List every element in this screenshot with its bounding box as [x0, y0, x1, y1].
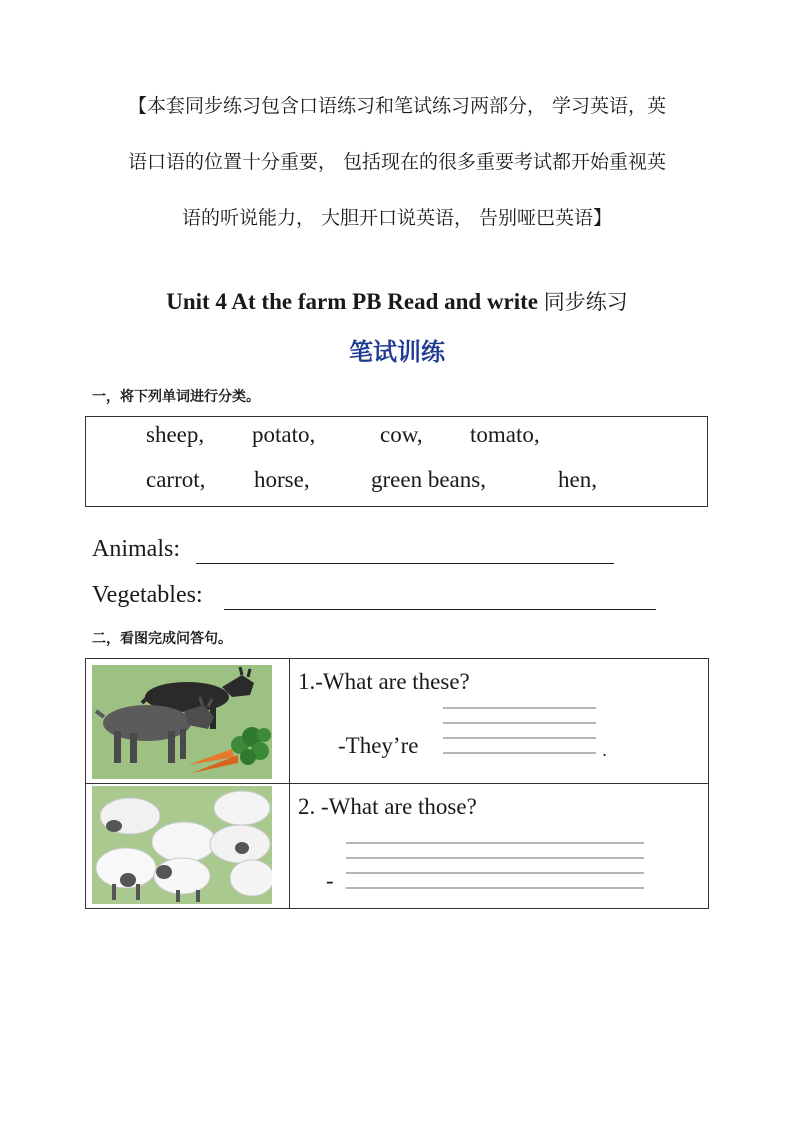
question-2-answer-prefix: - [326, 868, 334, 893]
goats-picture-cell [86, 659, 290, 784]
vegetables-answer-line[interactable] [224, 609, 656, 610]
section-2-heading: 二，看图完成问答句。 [92, 631, 232, 647]
animals-label: Animals: [92, 536, 180, 562]
question-2-text: 2. -What are those? [298, 794, 477, 819]
word-box [85, 416, 708, 507]
question-1-period: . [602, 741, 608, 760]
word-item: sheep, [146, 422, 205, 447]
sheep-image [92, 786, 272, 904]
question-1-text: 1.-What are these? [298, 669, 470, 694]
word-item: cow, [380, 422, 423, 447]
intro-line-2: 语口语的位置十分重要， 包括现在的很多重要考试都开始重视英 [127, 151, 667, 173]
question-2-cell [290, 784, 709, 909]
title-chinese: 同步练习 [543, 290, 628, 314]
word-item: tomato, [470, 422, 540, 447]
question-1-cell [290, 659, 709, 784]
page-title [0, 286, 794, 316]
goats-image [92, 665, 272, 779]
word-item: horse, [254, 467, 310, 492]
word-item: carrot, [146, 467, 206, 492]
animals-answer-line[interactable] [196, 563, 614, 564]
question-1-answer-lines[interactable] [443, 707, 596, 767]
question-2-answer-lines[interactable] [346, 842, 644, 902]
question-1-answer-prefix: -They’re [338, 733, 419, 758]
word-item: hen, [558, 467, 597, 492]
word-item: green beans, [371, 467, 486, 492]
intro-line-3: 语的听说能力， 大胆开口说英语， 告别哑巴英语】 [181, 207, 613, 229]
section-1-heading: 一，将下列单词进行分类。 [92, 389, 260, 405]
sheep-picture-cell [86, 784, 290, 909]
table-row [86, 784, 709, 909]
question-table [85, 658, 709, 909]
vegetables-label: Vegetables: [92, 582, 203, 608]
intro-paragraph [86, 78, 708, 246]
word-item: potato, [252, 422, 316, 447]
table-row [86, 659, 709, 784]
page-subtitle: 笔试训练 [349, 338, 445, 366]
title-english: Unit 4 At the farm PB Read and write [166, 289, 539, 314]
intro-line-1: 【本套同步练习包含口语练习和笔试练习两部分， 学习英语，英 [127, 95, 667, 117]
